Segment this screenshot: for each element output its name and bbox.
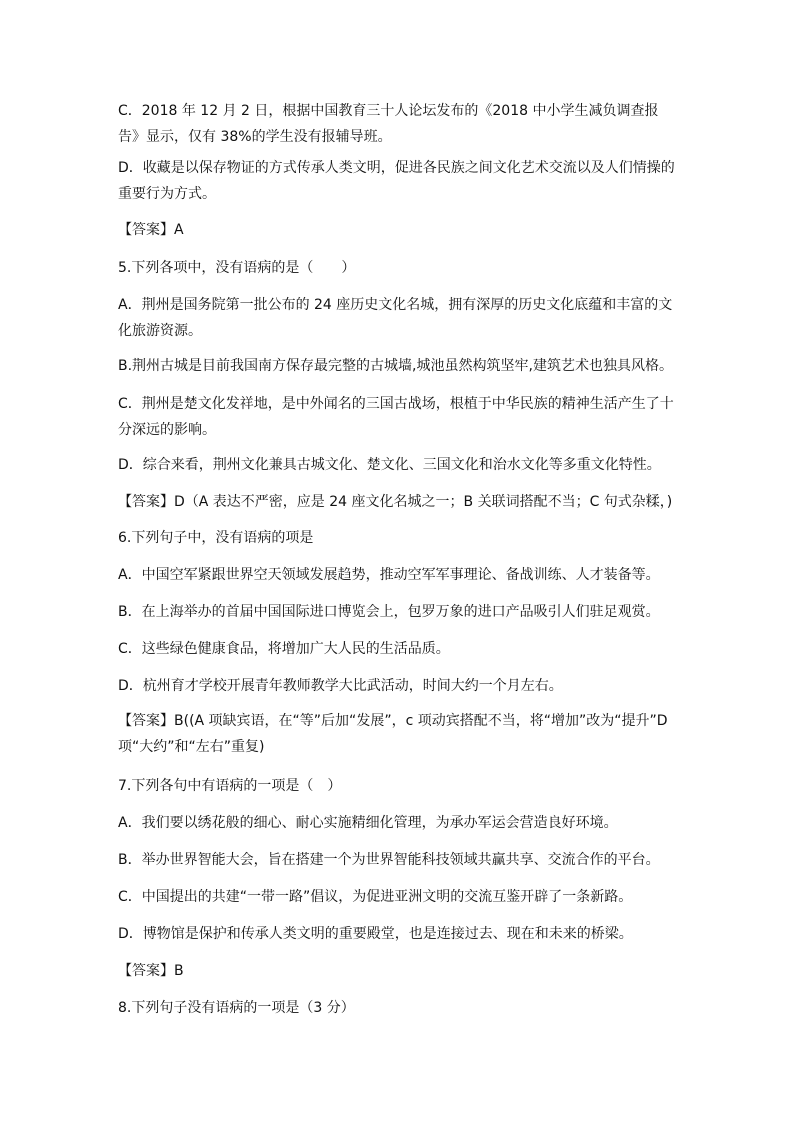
question-5: 5.下列各项中，没有语病的是（ ）: [118, 260, 356, 276]
option-b-q6: B．在上海举办的首届中国国际进口博览会上，包罗万象的进口产品吸引人们驻足观赏。: [118, 604, 660, 620]
option-d-q6: D．杭州育才学校开展青年教师教学大比武活动，时间大约一个月左右。: [118, 678, 563, 694]
question-6: 6.下列句子中，没有语病的项是: [118, 530, 314, 546]
option-b-q7: B．举办世界智能大会，旨在搭建一个为世界智能科技领域共赢共享、交流合作的平台。: [118, 852, 660, 868]
option-a-q5: A．荆州是国务院第一批公布的 24 座历史文化名城，拥有深厚的历史文化底蕴和丰富的文化旅游资源。: [118, 297, 673, 339]
answer-q4: 【答案】A: [118, 222, 184, 238]
answer-q6: 【答案】B((A 项缺宾语，在“等”后加“发展”，c 项动宾搭配不当，将“增加”改为“提升”D 项“大约”和“左右”重复): [118, 713, 668, 755]
option-d-q5: D．综合来看，荆州文化兼具古城文化、楚文化、三国文化和治水文化等多重文化特性。: [118, 457, 661, 473]
option-c-q7: C．中国提出的共建“一带一路”倡议，为促进亚洲文明的交流互鉴开辟了一条新路。: [118, 889, 633, 905]
question-8: 8.下列句子没有语病的一项是（3 分）: [118, 1000, 355, 1016]
option-c-q4: C．2018 年 12 月 2 日，根据中国教育三十人论坛发布的《2018 中小学生减负调查报告》显示，仅有 38%的学生没有报辅导班。: [118, 103, 659, 145]
answer-q5: 【答案】D（A 表达不严密，应是 24 座文化名城之一；B 关联词搭配不当；C 句式杂糅，): [118, 494, 673, 510]
answer-q7: 【答案】B: [118, 963, 184, 979]
question-7: 7.下列各句中有语病的一项是（ ）: [118, 778, 342, 794]
option-a-q7: A．我们要以绣花般的细心、耐心实施精细化管理，为承办军运会营造良好环境。: [118, 815, 618, 831]
option-d-q7: D．博物馆是保护和传承人类文明的重要殿堂，也是连接过去、现在和未来的桥梁。: [118, 926, 633, 942]
option-c-q6: C．这些绿色健康食品，将增加广大人民的生活品质。: [118, 641, 450, 657]
option-d-q4: D．收藏是以保存物证的方式传承人类文明，促进各民族之间文化艺术交流以及人们情操的重要行为方式。: [118, 160, 675, 202]
option-a-q6: A．中国空军紧跟世界空天领域发展趋势，推动空军军事理论、备战训练、人才装备等。: [118, 567, 660, 583]
option-c-q5: C．荆州是楚文化发祥地，是中外闻名的三国古战场，根植于中华民族的精神生活产生了十分深远的影响。: [118, 396, 674, 438]
option-b-q5: B.荆州古城是目前我国南方保存最完整的古城墙,城池虽然构筑坚牢,建筑艺术也独具风格。: [118, 358, 673, 374]
